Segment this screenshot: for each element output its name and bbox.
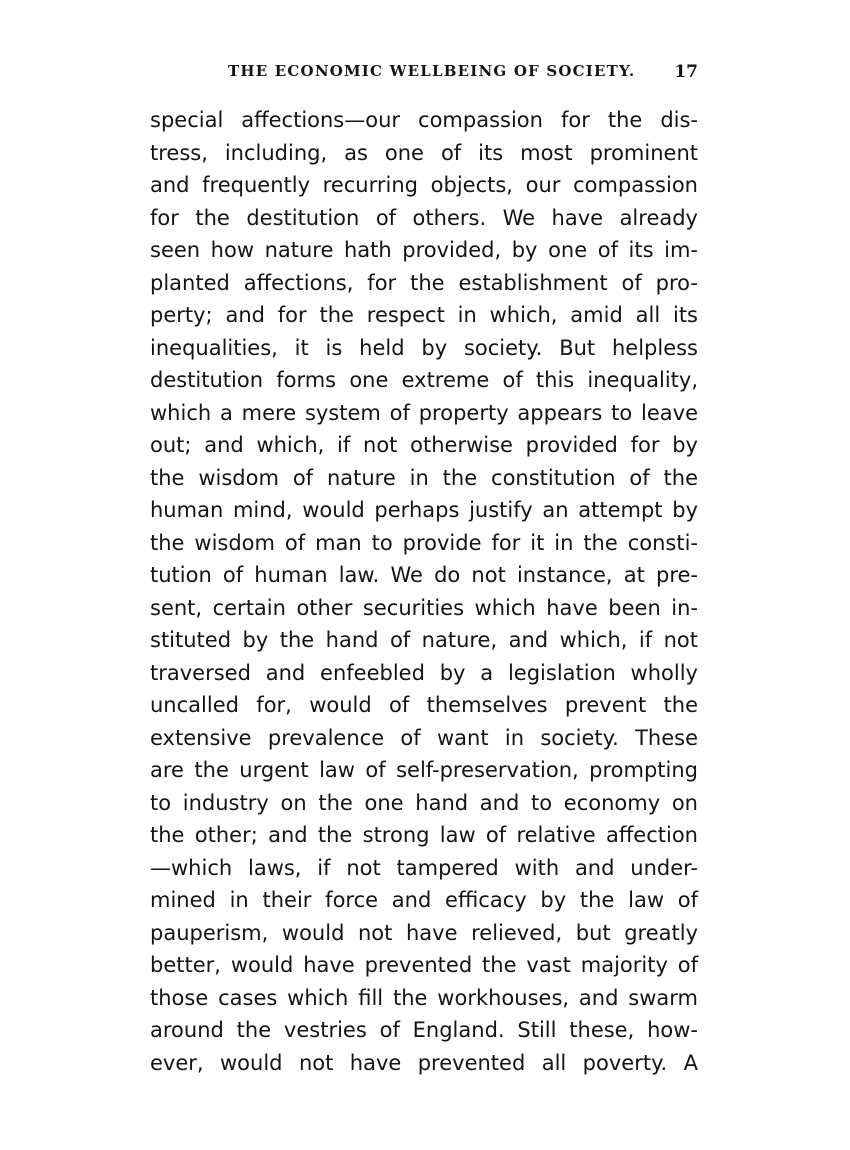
text-line: extensive prevalence of want in society. These	[150, 725, 698, 750]
text-line: uncalled for, would of themselves prevent the	[150, 693, 698, 717]
running-title: THE ECONOMIC WELLBEING OF SOCIETY.	[228, 62, 636, 80]
text-line: —which laws, if not tampered with and under-	[150, 855, 698, 880]
text-line: mined in their force and efficacy by the law of	[150, 888, 698, 912]
text-line: seen how nature hath provided, by one of its im-	[150, 238, 698, 262]
text-line: the wisdom of man to provide for it in the consti-	[150, 530, 698, 555]
text-line: which a mere system of property appears to leave	[150, 400, 698, 425]
running-head	[150, 62, 698, 86]
text-line: for the destitution of others. We have already	[150, 205, 698, 230]
text-line: those cases which fill the workhouses, and swarm	[150, 985, 698, 1010]
text-line: traversed and enfeebled by a legislation wholly	[150, 660, 698, 685]
text-line: sent, certain other securities which have been in-	[150, 595, 698, 620]
text-line: inequalities, it is held by society. But helpless	[150, 335, 698, 360]
page-number: 17	[674, 62, 698, 82]
text-line: tress, including, as one of its most prominent	[150, 140, 698, 165]
text-line: are the urgent law of self-preservation, prompting	[150, 758, 698, 782]
text-line: planted affections, for the establishment of pro-	[150, 270, 698, 295]
text-line: tution of human law. We do not instance, at pre-	[150, 563, 698, 587]
text-line: ever, would not have prevented all poverty. A	[150, 1050, 698, 1075]
body-text	[150, 104, 698, 1079]
text-line: human mind, would perhaps justify an attempt by	[150, 498, 698, 522]
text-line: better, would have prevented the vast majority of	[150, 953, 698, 977]
text-line: stituted by the hand of nature, and which, if not	[150, 628, 698, 652]
text-line: out; and which, if not otherwise provided for by	[150, 433, 698, 457]
text-line: the wisdom of nature in the constitution of the	[150, 465, 698, 490]
text-line: destitution forms one extreme of this inequality,	[150, 368, 698, 392]
text-line: and frequently recurring objects, our compassion	[150, 173, 698, 197]
text-line: around the vestries of England. Still these, how-	[150, 1018, 698, 1042]
text-line: pauperism, would not have relieved, but greatly	[150, 920, 698, 945]
text-line: to industry on the one hand and to economy on	[150, 790, 698, 815]
text-line: special affections—our compassion for the dis-	[150, 108, 698, 132]
text-line: the other; and the strong law of relative affection	[150, 823, 698, 847]
text-line: perty; and for the respect in which, amid all its	[150, 303, 698, 327]
